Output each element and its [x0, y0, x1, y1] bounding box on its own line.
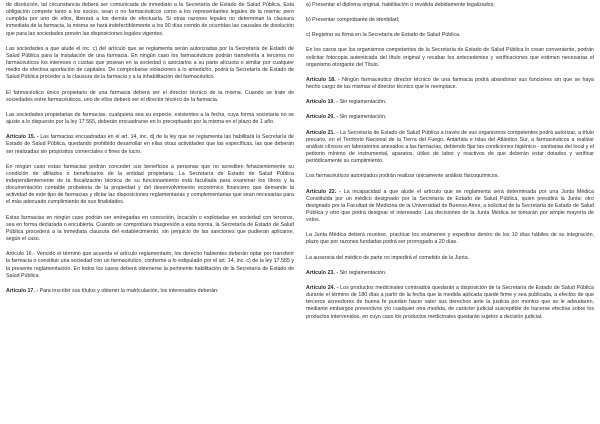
paragraph-r5 — [306, 77, 594, 91]
paragraph-text: Para inscribir sus títulos y obtener la matriculación, los interesados deberán: — [38, 287, 219, 294]
paragraph-text: a) Presentar el diploma original, habilitación o reválida debidamente legalizados; — [306, 2, 495, 8]
paragraph-text: En ningún caso estas farmacias podrán conceder sus beneficios a personas que no acrediten fehacientemente su condición de afiliados o beneficiarios de la entidad propietaria. La Secretaría de Estado de Salud Pública independientemente de la fiscalización técnica de su funcionamiento está facultada para examinar los libros y la documentación contable probatoria de la propiedad y del desenvolvimiento económico financiero que demande la actividad de este tipo de farmacias y dictar las disposiciones reglamentarias y complementarias que sean necesarias para el más adecuado cumplimiento de sus finalidades. — [6, 163, 294, 206]
paragraph-text: Sin reglamentación. — [338, 269, 387, 276]
paragraph-r10 — [306, 189, 594, 225]
left-column — [6, 2, 294, 424]
paragraph-text: Los productos medicinales comisados quedarán a disposición de la Secretaría de Estado de Salud Pública durante el término de 180 días a partir de la fecha que la medida aplicada quede firme y sea publicada, a efectos de que terceros acreedores de buena fe puedan hacer valer sus derechos ante la justicia por montos que se le adeudaren, mediante embargos preventivos y/o cualquier otra medida, de carácter judicial susceptible de hacerse efectiva sobre los productos intervenidos, en cuyo caso los productos medicinales quedarán sujetos a decisión judicial. — [306, 284, 594, 320]
paragraph-text: La ausencia del médico de parte no impedirá el cometido de la Junta. — [306, 254, 470, 261]
paragraph-text: La Junta Médica deberá reunirse, practicar los exámenes y expedirse dentro de los 10 días hábiles de su integración, plazo que por razones fundadas podrá ser prorrogado a 20 días. — [306, 232, 594, 246]
paragraph-l8 — [6, 251, 294, 280]
paragraph-text: Sin reglamentación. — [338, 99, 387, 106]
paragraph-text: b) Presentar comprobante de identidad; — [306, 17, 400, 24]
paragraph-l1 — [6, 2, 294, 38]
paragraph-r7 — [306, 114, 594, 121]
paragraph-text: La Secretaría de Estado de Salud Pública a través de sus organismos competentes podrá autorizar, a título precario, en el Territorio Nacional de la Tierra del Fuego, Antártida e Islas del Atlántico Sur, a farmacéuticos a realizar análisis clínicos en laboratorios anexados a las farmacias, debiendo fijar las condiciones higiénico - sanitarias del local y el petitorio mínimo de instrumental, aparatos, útiles de labor y reactivos de que deberán estar dotados y verificar periódicamente su cumplimiento. — [306, 129, 594, 165]
article-heading: Artículo 24. - — [306, 284, 339, 291]
paragraph-l7 — [6, 215, 294, 244]
article-heading: Artículo 18. - — [306, 76, 340, 83]
paragraph-text: de disolución, tal circunstancia deberá ser comunicada de inmediato a la Secretaría de Estado de Salud Pública. Esta obligación compete tanto a los socios, sean o no farmacéuticos como a los representantes legales de la misma: pero cumplida por uno de ellos, liberará a los demás de efectuarla. Si otras razones legales no determinan la clausura inmediata de la farmacia, la misma se hará indefectiblemente a los 90 días corrido de ocurridas las causales de disolución que para las sociedades prevén las disposiciones legales vigentes. — [6, 2, 294, 37]
paragraph-r4 — [306, 47, 594, 68]
paragraph-text: Ningún farmacéutico director técnico de una farmacia podrá abandonar sus funciones sin que se haya hecho cargo de las mismas el director técnico que le reemplace. — [306, 76, 594, 91]
paragraph-r11 — [306, 232, 594, 246]
paragraph-l4 — [6, 112, 294, 126]
paragraph-text: Las sociedades a que alude el inc. c) del artículo que se reglamenta serán autorizadas por la Secretaría de Estado de Salud Pública para la instalación de una farmacia. En ningún caso los farmacéuticos podrán transferirla a terceros no farmacéuticos los intereses o cuotas que posean en la sociedad o asociarlos a su parte alícuota o similar por cualquier medio de efectiva aportación de capitales. De comprobarse violaciones a lo antedicho, podrá la Secretaría de Estado de Salud Pública proceder a la clausura de la farmacia y a la inhabilitación del farmacéutico. — [6, 45, 294, 81]
article-heading: Artículo 20. - — [306, 114, 339, 121]
paragraph-r9 — [306, 173, 594, 180]
paragraph-text: La incapacidad a que alude el artículo que se reglamenta será determinada por una Junta Médica Constituida por un médico designado por la Secretaría de Estado de Salud Pública, quien presidirá la Junta; otro designado por la Facultad de Medicina de la Universidad de Buenos Aires, a solicitud de la Secretaría de Estado de Salud Pública y otro que podrá designar el interesado. Las decisiones de la Junta Médica se tomarán por simple mayoría de votos. — [306, 188, 594, 224]
paragraph-r6 — [306, 99, 594, 106]
paragraph-r2 — [306, 17, 594, 24]
article-heading: Artículo 23. - — [306, 269, 339, 276]
paragraph-text: Las sociedades propietarias de farmacias, cualquiera sea su especie, existentes a la fecha, cuya forma societaria no se ajuste a lo dispuesto por la ley 17.565, deberán encuadrarse en lo preceptuado por la misma en el plazo de 1 año. — [6, 111, 294, 126]
paragraph-r12 — [306, 255, 594, 262]
article-heading: Artículo 19. - — [306, 99, 339, 106]
paragraph-text: Sin reglamentación. — [338, 114, 387, 121]
paragraph-r14 — [306, 285, 594, 321]
paragraph-text: Artículo 16.- Vencido el término que acuerda el artículo reglamentario, los derecho habientes deberán optar por transferir la farmacia o constituir una sociedad con un farmacéutico, conforme a lo estipulado por el art. 14, inc. c) de la ley 17.565 y la presente reglamentación. En todos los casos deberá obtenerse la pertinente habilitación de la Secretaría de Estado de Salud Pública. — [6, 251, 294, 279]
paragraph-r8 — [306, 130, 594, 166]
paragraph-l9 — [6, 288, 294, 295]
paragraph-l6 — [6, 164, 294, 207]
article-heading: Artículo 17. - — [6, 287, 39, 294]
article-heading: Artículo 21. - — [306, 129, 339, 136]
paragraph-text: Las farmacias encuadradas en el art. 14, inc. d) de la ley que se reglamenta las habilitará la Secretaría de Estado de Salud Pública, quedando prohibido desarrollar en ellas otras actividades que las específicas, las que deberán ser realizadas sin propósitos comerciales o fines de lucro. — [6, 134, 294, 155]
article-heading: Artículo 15. - — [6, 134, 39, 141]
article-heading: Artículo 22. - — [306, 188, 341, 195]
paragraph-text: Los farmacéuticos autorizados podrán realizar únicamente análisis fisicoquímicos. — [306, 173, 499, 180]
paragraph-l5 — [6, 134, 294, 155]
paragraph-text: En los casos que los organismos competentes de la Secretaría de Estado de Salud Pública lo crean conveniente, podrán solicitar fotocopia autenticada del título original y recabar los antecedentes y verificaciones que estimen necesarias el organismo otorgante del Título. — [306, 47, 594, 68]
paragraph-text: El farmacéutico único propietario de una farmacia deberá ser el director técnico de la misma. Cuando se trate de sociedades entre farmacéuticos, uno de ellos deberá ser el director técnico de la farmacia. — [6, 89, 294, 103]
paragraph-r3 — [306, 32, 594, 39]
paragraph-text: c) Registrar su firma en la Secretaría de Estado de Salud Pública. — [306, 32, 461, 39]
paragraph-r1 — [306, 2, 594, 9]
paragraph-l3 — [6, 90, 294, 104]
right-column — [306, 2, 594, 424]
paragraph-r13 — [306, 270, 594, 277]
paragraph-l2 — [6, 46, 294, 82]
paragraph-text: Estas farmacias en ningún caso podrán ser entregadas en concesión, locación o explotadas en sociedad con terceros, sea en forma declarada o encubierta. Cuando se comprobara trasgresión a esta norma, la Secretaría de Estado de Salud Pública procederá a la inmediata clausura del establecimiento, sin perjuicio de las sanciones que pudieran aplicarse, según el caso. — [6, 214, 294, 243]
